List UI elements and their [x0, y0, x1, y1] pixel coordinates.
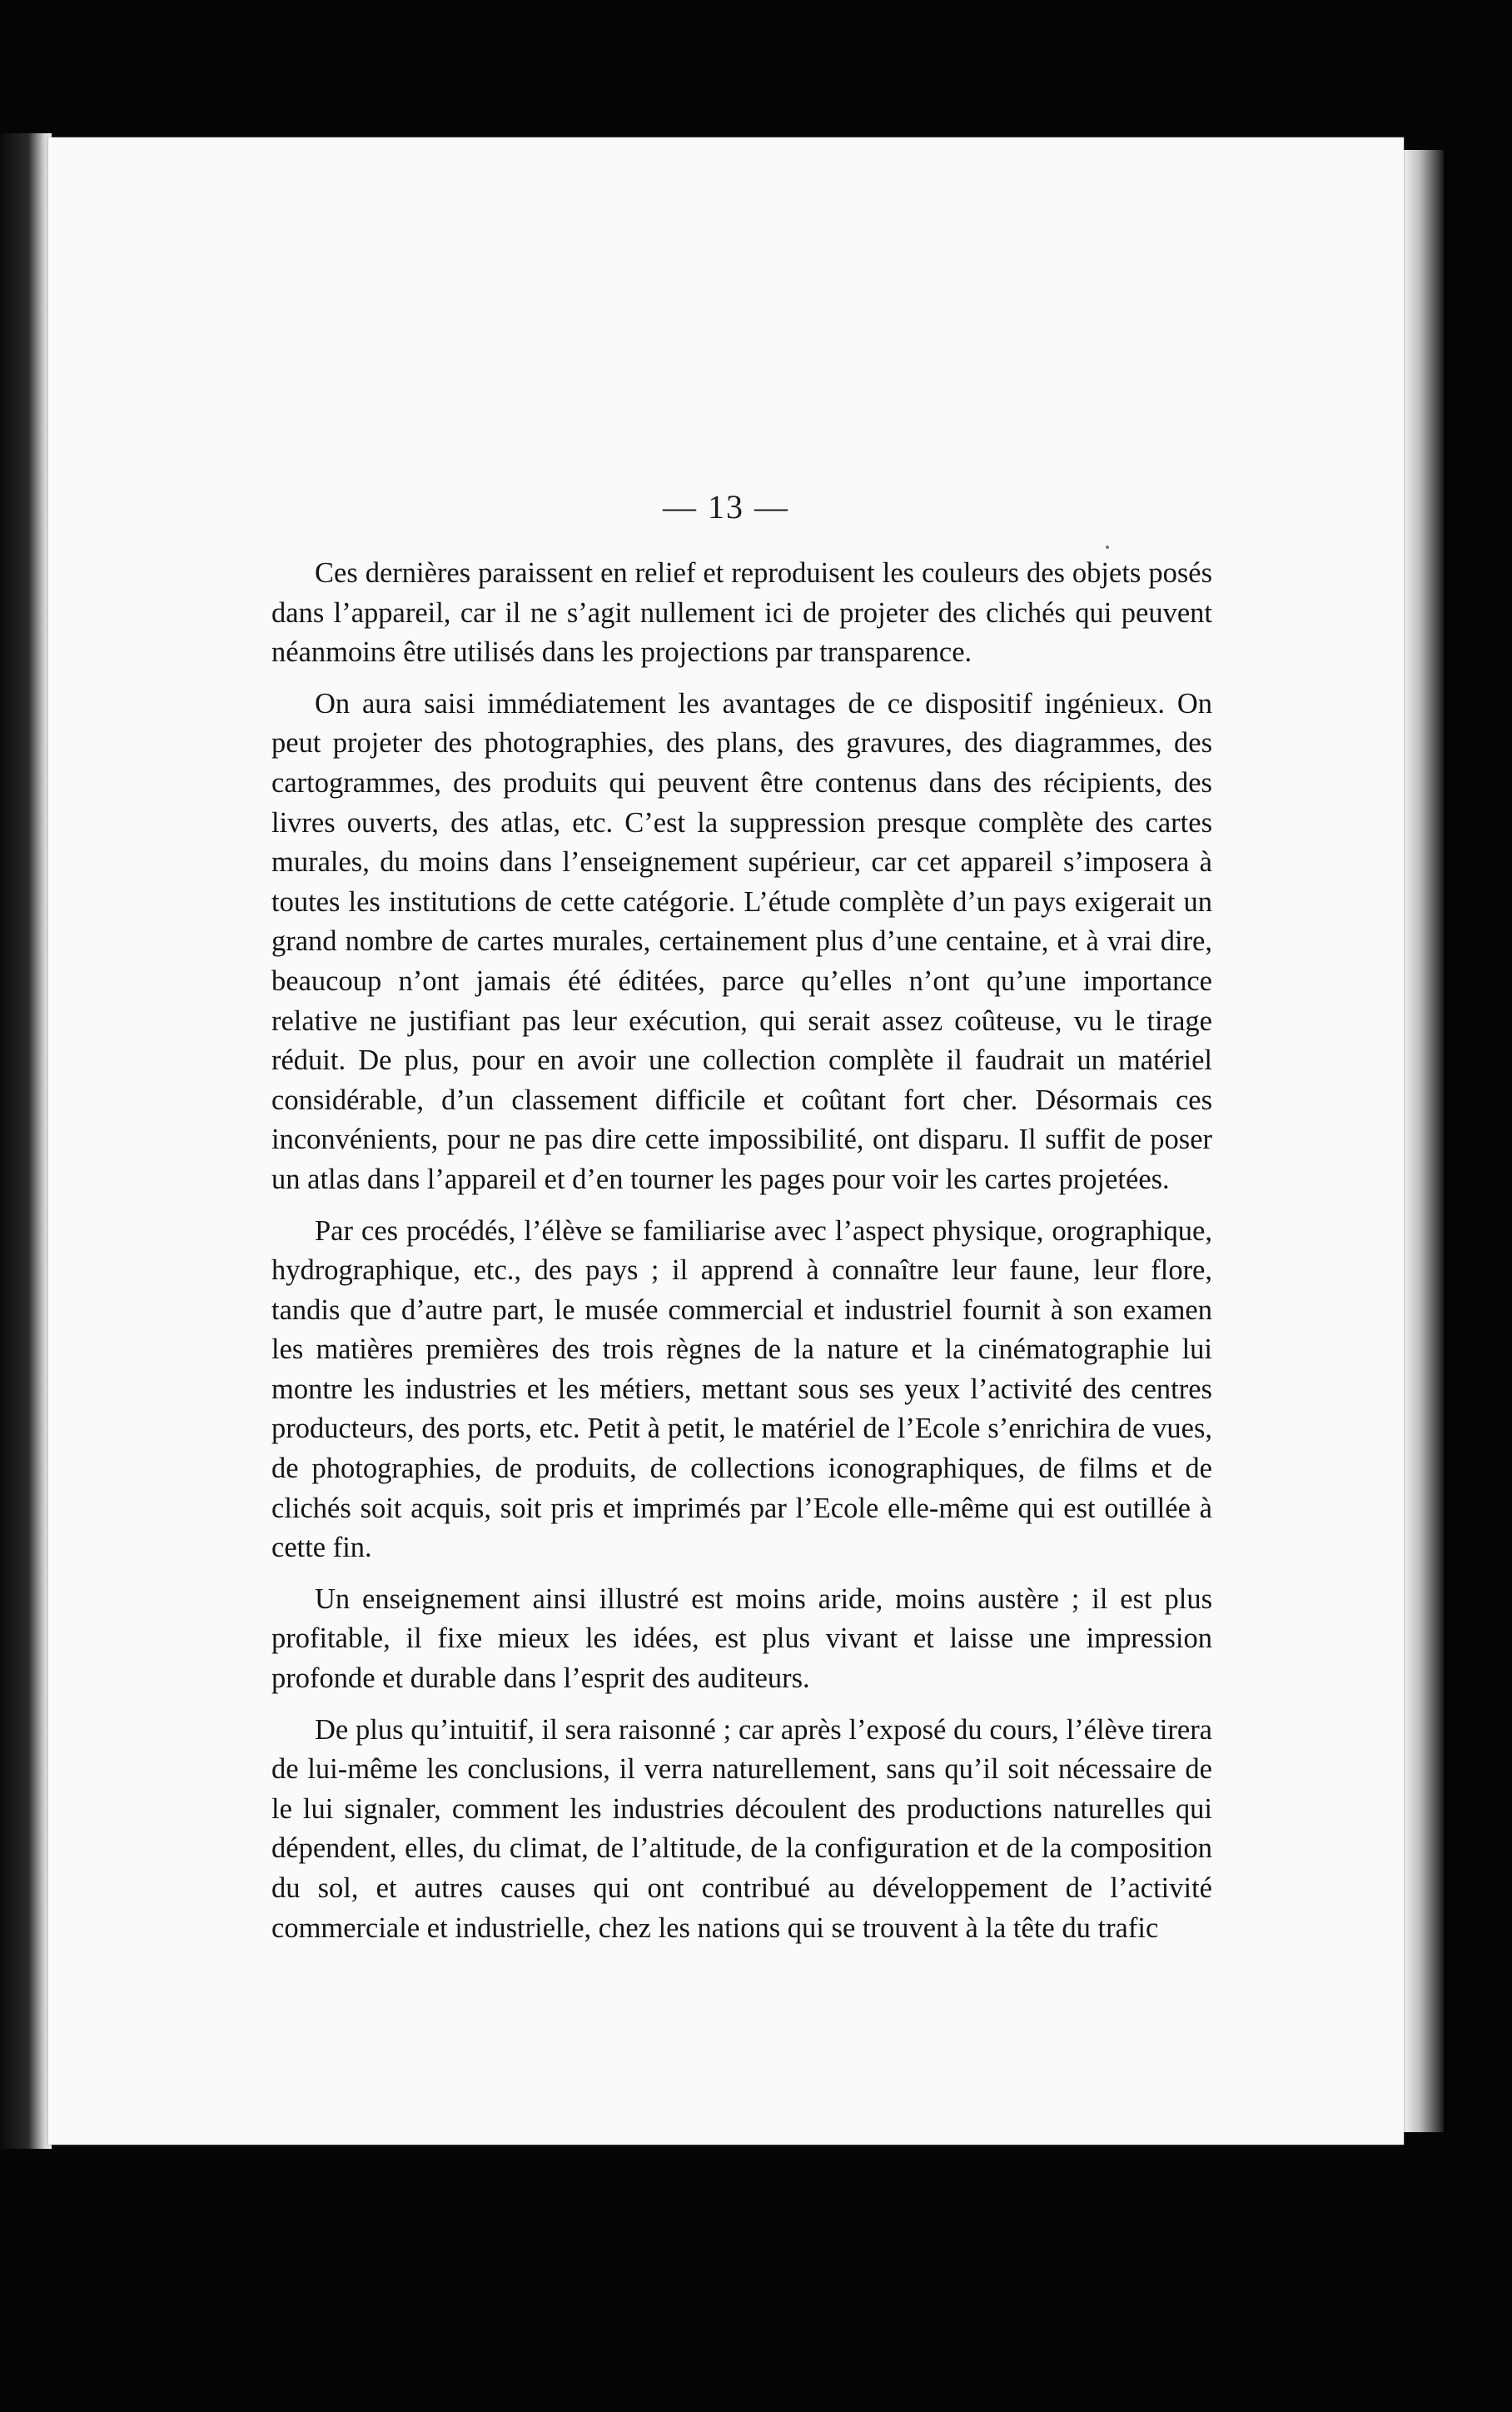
paragraph-3: Par ces procédés, l’élève se familiarise avec l’aspect physique, orographique, hydrographique, etc., des pays ; il apprend à connaître leur faune, leur flore, tandis que d’autre part, le musée commercial et industriel fournit à son examen les matières premières des trois règnes de la nature et la cinématographie lui montre les industries et les métiers, mettant sous ses yeux l’activité des centres producteurs, des ports, etc. Petit à petit, le matériel de l’Ecole s’enrichira de vues, de photographies, de produits, de collections iconographiques, de films et de clichés soit acquis, soit pris et imprimés par l’Ecole elle-même qui est outillée à cette fin. [271, 1214, 1212, 1564]
left-page-edge [0, 133, 52, 2149]
paragraph-2: On aura saisi immédiatement les avantages de ce dispositif ingénieux. On peut projeter des photographies, des plans, des gravures, des diagrammes, des cartogrammes, des produits qui peuvent être contenus dans des récipients, des livres ouverts, des atlas, etc. C’est la suppression presque complète des cartes murales, du moins dans l’enseignement supérieur, car cet appareil s’imposera à toutes les institutions de cette catégorie. L’étude complète d’un pays exigerait un grand nombre de cartes murales, certainement plus d’une centaine, et à vrai dire, beaucoup n’ont jamais été éditées, parce qu’elles n’ont qu’une importance relative ne justifiant pas leur exécution, qui serait assez coûteuse, vu le tirage réduit. De plus, pour en avoir une collection complète il faudrait un matériel considérable, d’un classement difficile et coûtant fort cher. Désormais ces inconvénients, pour ne pas dire cette impossibilité, ont disparu. Il suffit de poser un atlas dans l’appareil et d’en tourner les pages pour voir les cartes projetées. [271, 687, 1212, 1195]
paragraph-1: Ces dernières paraissent en relief et reproduisent les couleurs des objets posés dans l’appareil, car il ne s’agit nullement ici de projeter des clichés qui peuvent néanmoins être utilisés dans les projections par transparence. [271, 557, 1212, 669]
paragraph-4: Un enseignement ainsi illustré est moins aride, moins austère ; il est plus profitable, il fixe mieux les idées, est plus vivant et laisse une impression profonde et durable dans l’esprit des auditeurs. [271, 1582, 1212, 1695]
print-speck [1106, 546, 1109, 549]
book-page [48, 137, 1404, 2145]
page-number: — 13 — [663, 488, 789, 526]
paragraph-5: De plus qu’intuitif, il sera raisonné ; car après l’exposé du cours, l’élève tirera de lui-même les conclusions, il verra naturellement, sans qu’il soit nécessaire de le lui signaler, comment les industries découlent des productions naturelles qui dépendent, elles, du climat, de l’altitude, de la configuration et de la composition du sol, et autres causes qui ont contribué au développement de l’activité commerciale et industrielle, chez les nations qui se trouvent à la tête du trafic [271, 1713, 1212, 1944]
right-page-edge [1404, 150, 1444, 2132]
body-text [271, 554, 1212, 1960]
